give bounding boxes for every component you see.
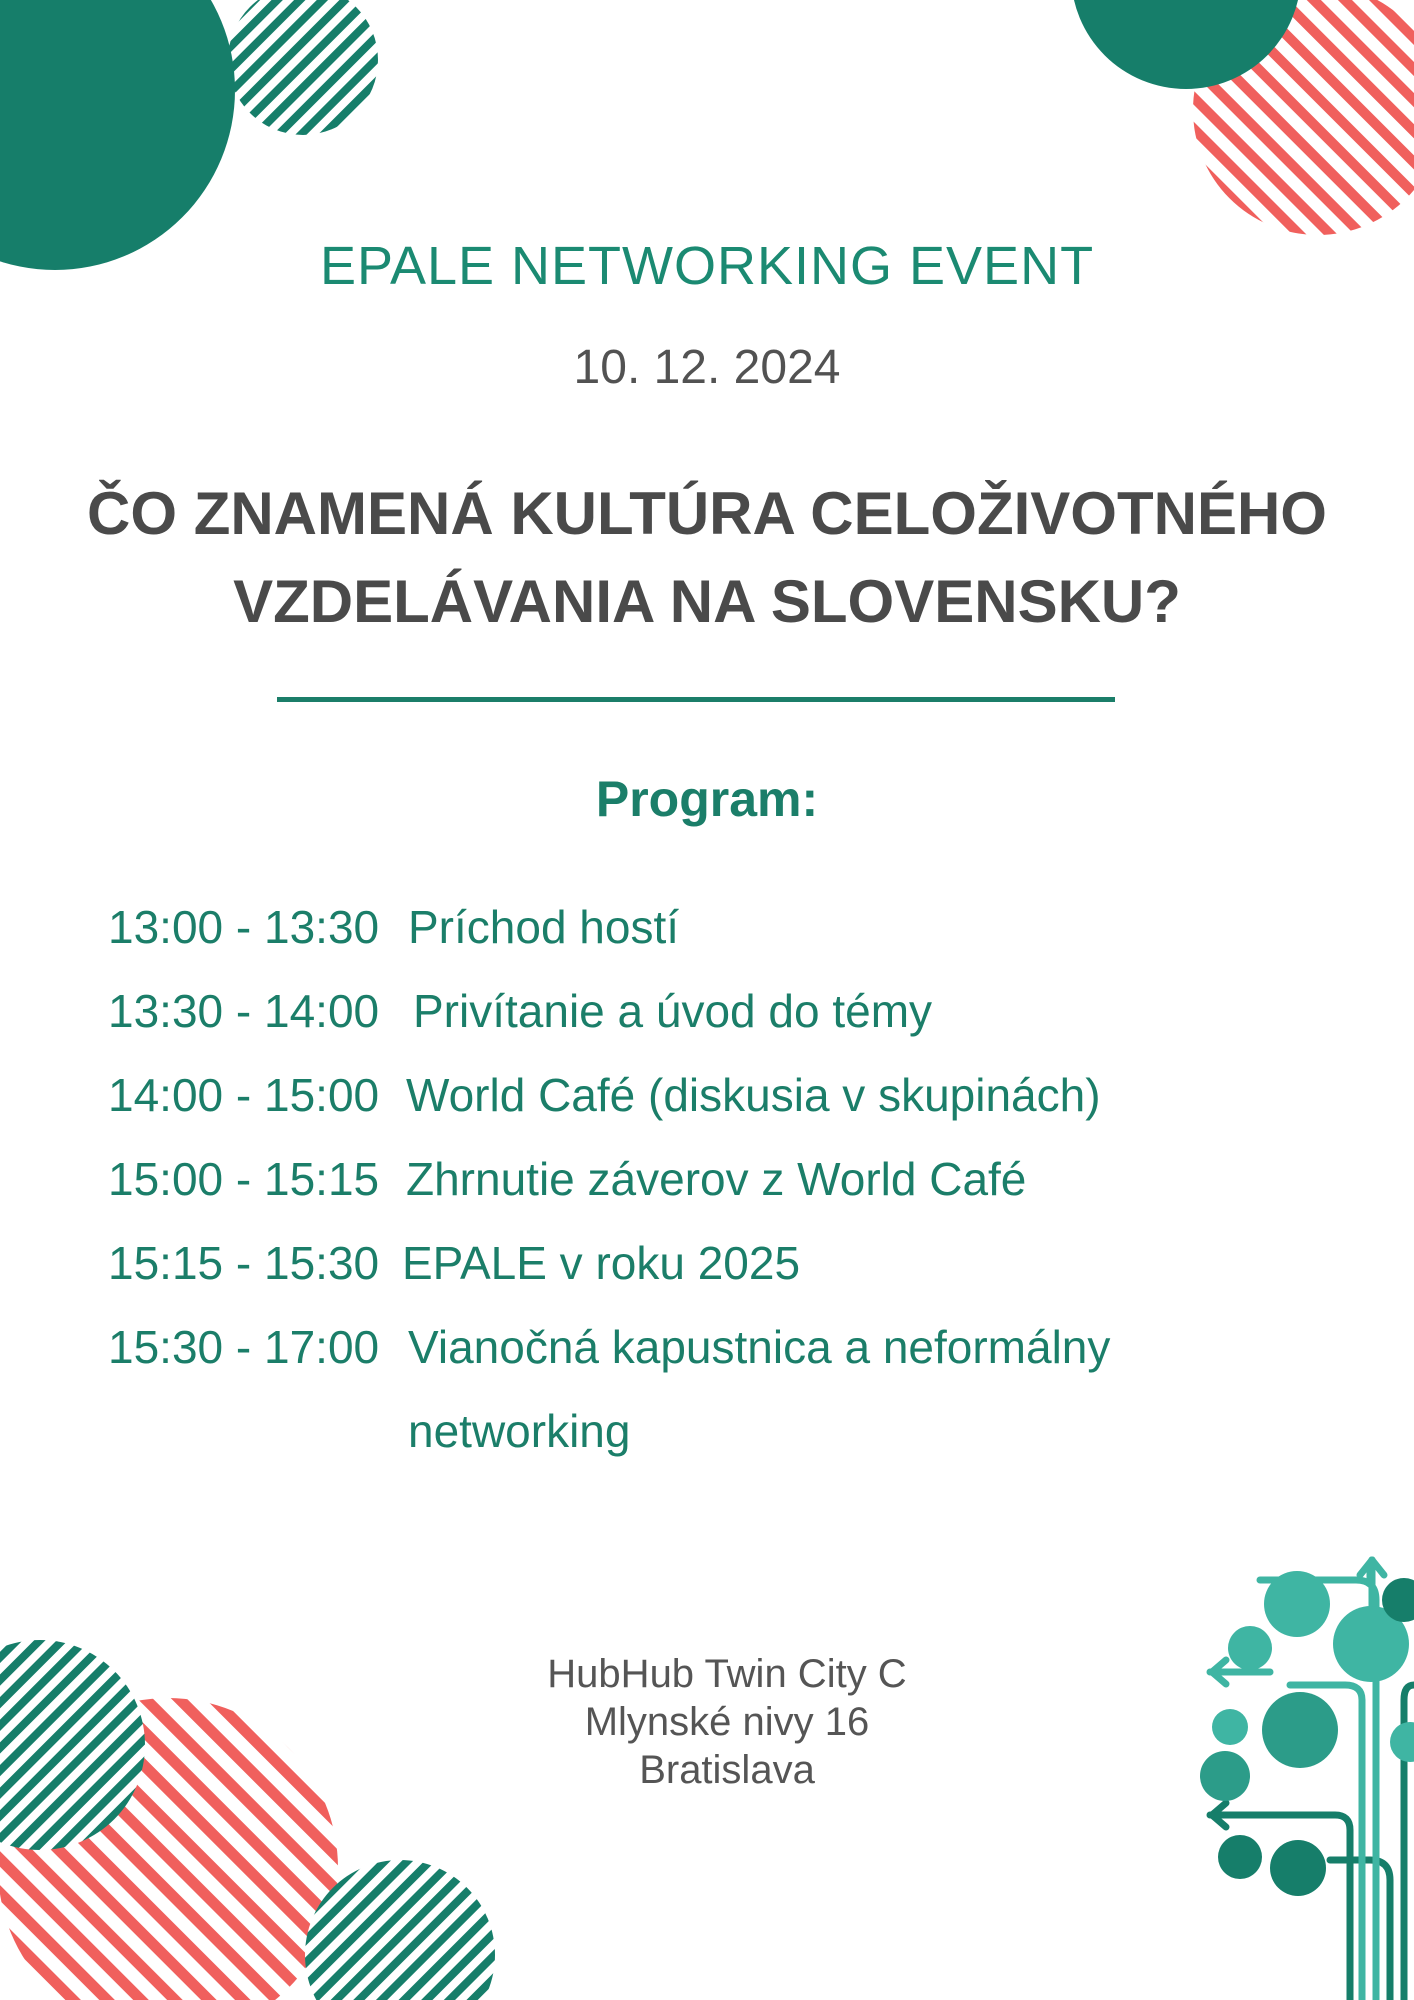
- schedule-time: 15:15 - 15:30: [108, 1237, 380, 1289]
- schedule-activity: Zhrnutie záverov z World Café: [406, 1153, 1027, 1205]
- venue-street: Mlynské nivy 16: [584, 1700, 870, 1744]
- event-title: [0, 470, 1414, 646]
- schedule-time: 15:00 - 15:15: [108, 1153, 380, 1205]
- venue-address: [20, 1650, 1414, 1794]
- schedule-activity: Príchod hostí: [408, 901, 680, 953]
- event-subtitle: EPALE NETWORKING EVENT: [319, 236, 1095, 296]
- schedule-time: 15:30 - 17:00: [108, 1321, 380, 1373]
- schedule-activity-continuation: networking: [408, 1405, 631, 1457]
- event-title-line2: VZDELÁVANIA NA SLOVENSKU?: [233, 568, 1181, 635]
- venue-name: HubHub Twin City C: [547, 1652, 907, 1696]
- divider: [277, 697, 1115, 702]
- schedule-time: 14:00 - 15:00: [108, 1069, 380, 1121]
- deco-circle-striped-green-top-left: [228, 0, 378, 135]
- schedule-time: 13:30 - 14:00: [108, 985, 380, 1037]
- event-date: 10. 12. 2024: [573, 341, 841, 394]
- schedule-activity: Privítanie a úvod do témy: [413, 985, 933, 1037]
- schedule-time: 13:00 - 13:30: [108, 901, 380, 953]
- event-title-line1: ČO ZNAMENÁ KULTÚRA CELOŽIVOTNÉHO: [87, 480, 1327, 547]
- schedule-activity: Vianočná kapustnica a neformálny: [408, 1321, 1111, 1373]
- schedule-activity: World Café (diskusia v skupinách): [406, 1069, 1101, 1121]
- schedule-activity: EPALE v roku 2025: [402, 1237, 801, 1289]
- program-heading: Program:: [595, 771, 819, 827]
- venue-city: Bratislava: [639, 1748, 815, 1792]
- deco-circle-green-top-left: [0, 0, 235, 270]
